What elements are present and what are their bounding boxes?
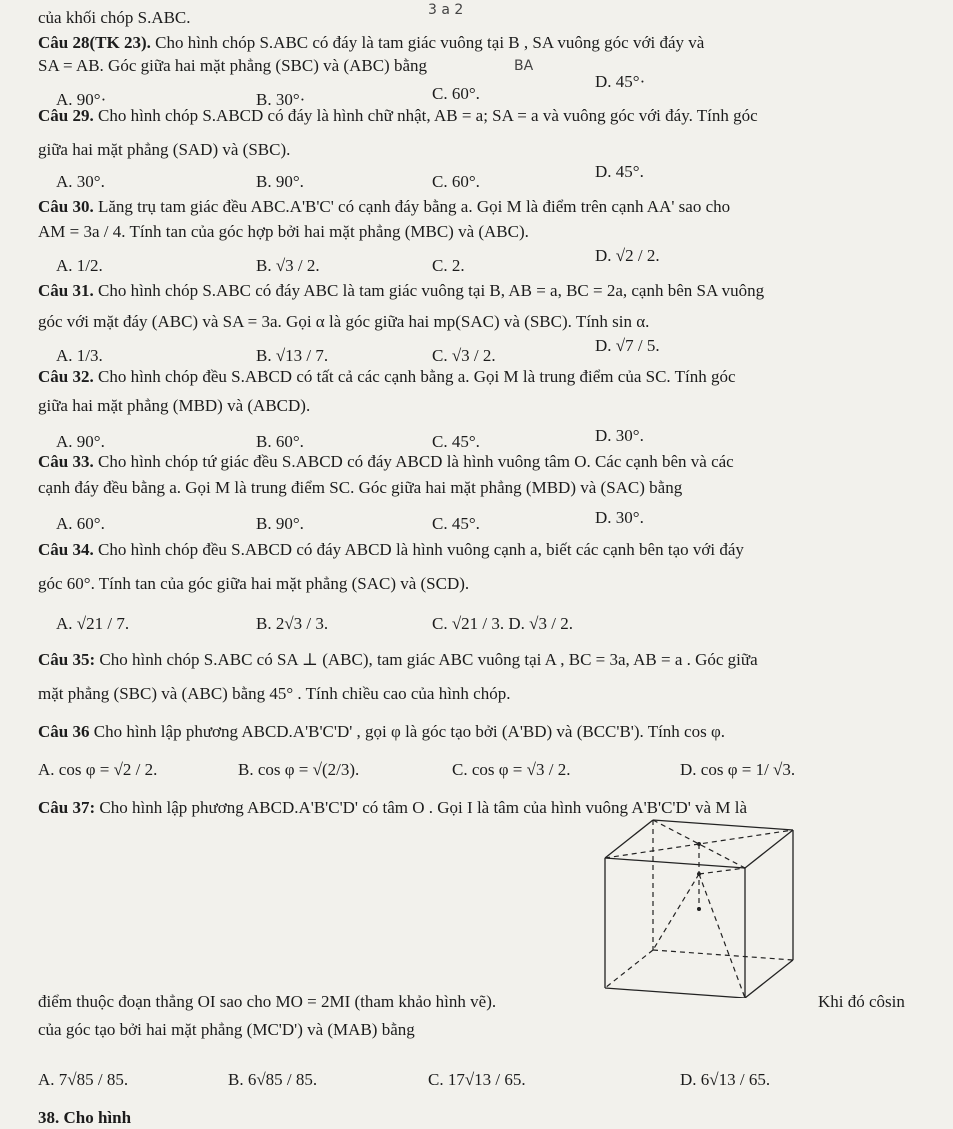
q37-option-d[interactable]: D. 6√13 / 65. [680, 1070, 771, 1089]
question-34-line2: góc 60°. Tính tan của góc giữa hai mặt phẳng (SAC) và (SCD). [38, 574, 470, 593]
q33-option-b[interactable]: B. 90°. [256, 514, 304, 533]
q33-option-c[interactable]: C. 45°. [432, 514, 480, 533]
q37-option-a[interactable]: A. 7√85 / 85. [38, 1070, 129, 1089]
q29-option-c[interactable]: C. 60°. [432, 172, 480, 191]
segment-ma [653, 874, 699, 950]
q31-option-d[interactable]: D. √7 / 5. [595, 336, 660, 355]
cube-figure [595, 808, 820, 998]
q32-option-d[interactable]: D. 30°. [595, 426, 644, 445]
question-35-line2: mặt phẳng (SBC) và (ABC) bằng 45° . Tính chiều cao của hình chóp. [38, 684, 511, 703]
question-34: Câu 34. Cho hình chóp đều S.ABCD có đáy ABCD là hình vuông cạnh a, biết các cạnh bên tạo với đáy [38, 540, 744, 559]
question-35: Câu 35: Cho hình chóp S.ABC có SA ⊥ (ABC), tam giác ABC vuông tại A , BC = 3a, AB = a . Góc giữa [38, 650, 758, 669]
question-36: Câu 36 Cho hình lập phương ABCD.A'B'C'D' , gọi φ là góc tạo bởi (A'BD) và (BCC'B'). Tính cos φ. [38, 722, 726, 741]
question-31-line2: góc với mặt đáy (ABC) và SA = 3a. Gọi α là góc giữa hai mp(SAC) và (SBC). Tính sin α. [38, 312, 650, 331]
q29-option-b[interactable]: B. 90°. [256, 172, 304, 191]
hidden-edge [605, 950, 653, 988]
question-33-line2: cạnh đáy đều bằng a. Gọi M là trung điểm SC. Góc giữa hai mặt phẳng (MBD) và (SAC) bằng [38, 478, 683, 497]
q30-option-b[interactable]: B. √3 / 2. [256, 256, 320, 275]
cube-edge [605, 858, 745, 868]
footer-text: 38. Cho hình [38, 1108, 132, 1127]
q36-option-a[interactable]: A. cos φ = √2 / 2. [38, 760, 158, 779]
question-37-line3: Khi đó côsin [818, 992, 905, 1011]
segment-mb [699, 874, 745, 998]
question-32-line2: giữa hai mặt phẳng (MBD) và (ABCD). [38, 396, 311, 415]
point-m [697, 872, 701, 876]
question-37: Câu 37: Cho hình lập phương ABCD.A'B'C'D' có tâm O . Gọi I là tâm của hình vuông A'B'C'D' và M là [38, 798, 747, 817]
q31-option-a[interactable]: A. 1/3. [56, 346, 103, 365]
handwritten-answer: BA [514, 58, 534, 74]
q28-option-a[interactable]: A. 90°· [56, 90, 107, 109]
q32-option-c[interactable]: C. 45°. [432, 432, 480, 451]
cube-edge [745, 960, 793, 998]
q32-option-a[interactable]: A. 90°. [56, 432, 105, 451]
handwritten-note: 3 a 2 [428, 2, 464, 18]
q33-option-a[interactable]: A. 60°. [56, 514, 105, 533]
question-28: Câu 28(TK 23). Cho hình chóp S.ABC có đáy là tam giác vuông tại B , SA vuông góc với đáy và [38, 33, 705, 52]
q34-option-c[interactable]: C. √21 / 3. D. √3 / 2. [432, 614, 573, 633]
q30-option-a[interactable]: A. 1/2. [56, 256, 103, 275]
q30-option-d[interactable]: D. √2 / 2. [595, 246, 660, 265]
q31-option-b[interactable]: B. √13 / 7. [256, 346, 329, 365]
question-30-line2: AM = 3a / 4. Tính tan của góc hợp bởi hai mặt phẳng (MBC) và (ABC). [38, 222, 529, 241]
q37-option-b[interactable]: B. 6√85 / 85. [228, 1070, 318, 1089]
cube-edge [605, 820, 653, 858]
cube-edge [605, 988, 745, 998]
point-i [697, 842, 701, 846]
q34-option-b[interactable]: B. 2√3 / 3. [256, 614, 329, 633]
q31-option-c[interactable]: C. √3 / 2. [432, 346, 496, 365]
q33-option-d[interactable]: D. 30°. [595, 508, 644, 527]
question-30: Câu 30. Lăng trụ tam giác đều ABC.A'B'C' có cạnh đáy bằng a. Gọi M là điểm trên cạnh AA' sao cho [38, 197, 731, 216]
q28-option-c[interactable]: C. 60°. [432, 84, 480, 103]
question-28-line2: SA = AB. Góc giữa hai mặt phẳng (SBC) và (ABC) bằng [38, 56, 427, 75]
q28-option-b[interactable]: B. 30°· [256, 90, 306, 109]
hidden-edge [653, 950, 793, 960]
question-29: Câu 29. Cho hình chóp S.ABCD có đáy là hình chữ nhật, AB = a; SA = a và vuông góc với đáy. Tính góc [38, 106, 758, 125]
question-31: Câu 31. Cho hình chóp S.ABC có đáy ABC là tam giác vuông tại B, AB = a, BC = 2a, cạnh bên SA vuông [38, 281, 765, 300]
q36-option-c[interactable]: C. cos φ = √3 / 2. [452, 760, 571, 779]
question-29-line2: giữa hai mặt phẳng (SAD) và (SBC). [38, 140, 291, 159]
q36-option-b[interactable]: B. cos φ = √(2/3). [238, 760, 360, 779]
question-33: Câu 33. Cho hình chóp tứ giác đều S.ABCD có đáy ABCD là hình vuông tâm O. Các cạnh bên và các [38, 452, 734, 471]
q32-option-b[interactable]: B. 60°. [256, 432, 304, 451]
question-32: Câu 32. Cho hình chóp đều S.ABCD có tất cả các cạnh bằng a. Gọi M là trung điểm của SC. Tính góc [38, 367, 736, 386]
center-o [697, 907, 701, 911]
header-text: của khối chóp S.ABC. [38, 8, 191, 27]
q30-option-c[interactable]: C. 2. [432, 256, 465, 275]
q37-option-c[interactable]: C. 17√13 / 65. [428, 1070, 526, 1089]
q34-option-a[interactable]: A. √21 / 7. [56, 614, 130, 633]
q36-option-d[interactable]: D. cos φ = 1/ √3. [680, 760, 796, 779]
q28-option-d[interactable]: D. 45°· [595, 72, 646, 91]
segment-mc [699, 868, 745, 874]
question-37-line2: điểm thuộc đoạn thẳng OI sao cho MO = 2MI (tham khảo hình vẽ). [38, 992, 497, 1011]
question-37-line4: của góc tạo bởi hai mặt phẳng (MC'D') và (MAB) bằng [38, 1020, 415, 1039]
q29-option-a[interactable]: A. 30°. [56, 172, 105, 191]
cube-edge [653, 820, 793, 830]
q29-option-d[interactable]: D. 45°. [595, 162, 644, 181]
